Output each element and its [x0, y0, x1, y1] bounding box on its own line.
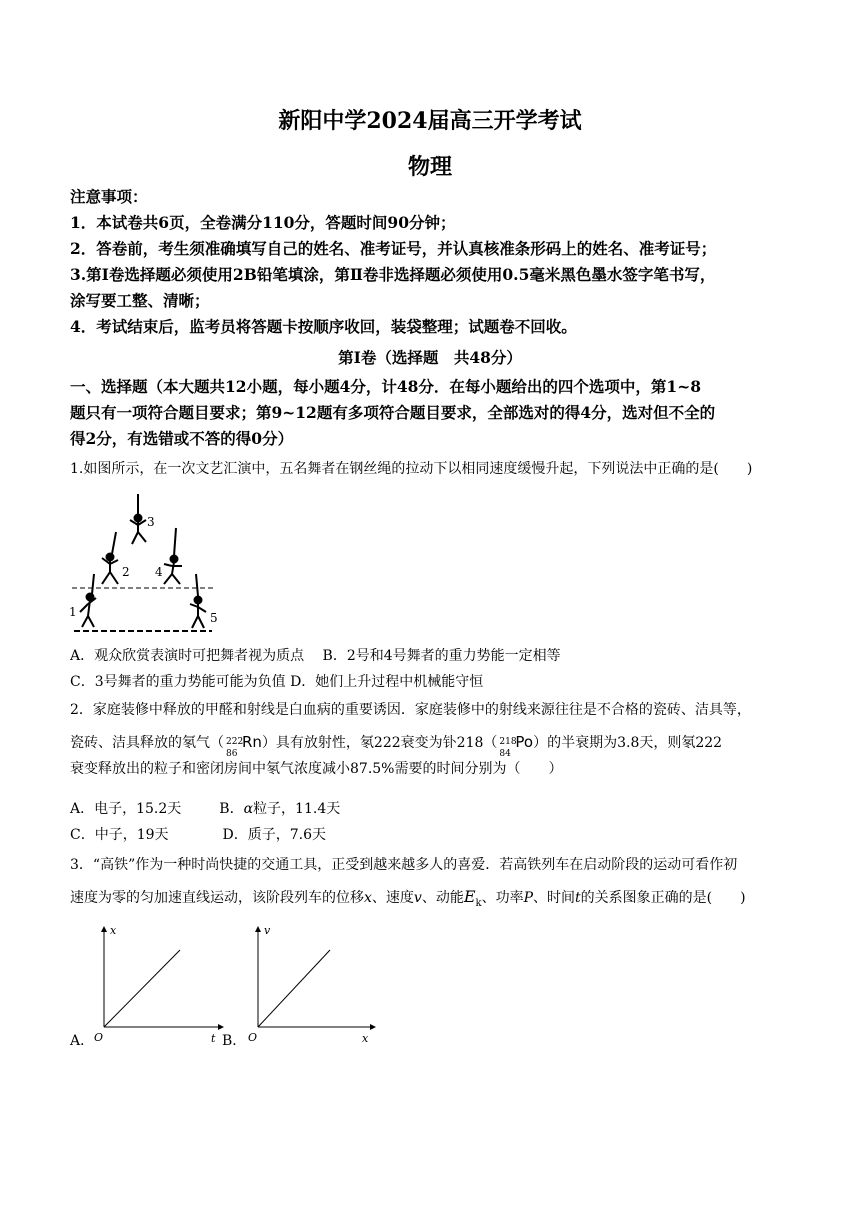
instruction-line: 得2分，有选错或不答的得0分）	[70, 429, 294, 448]
section-instruction	[70, 374, 800, 452]
notice-item: 3.第Ⅰ卷选择题必须使用2B铅笔填涂，第Ⅱ卷非选择题必须使用0.5毫米黑色墨水签字笔书写，	[70, 265, 716, 284]
graph-b-y-label: v	[264, 924, 271, 937]
dancer-label-2: 2	[122, 565, 130, 579]
notice-item: 涂写要工整、清晰；	[70, 291, 210, 310]
radon-nuclide: 222 86	[226, 737, 244, 759]
dancer-3	[130, 494, 146, 544]
q2-options-cd	[70, 824, 326, 844]
q2-line-1: 2．家庭装修中释放的甲醛和射线是白血病的重要诱因．家庭装修中的射线来源往往是不合格的瓷砖、洁具等，	[70, 702, 751, 718]
dancer-2	[102, 532, 118, 584]
page-title: 新阳中学2024届高三开学考试	[278, 108, 582, 134]
graph-a	[88, 922, 228, 1046]
question-1-stem: 1.如图所示，在一次文艺汇演中，五名舞者在钢丝绳的拉动下以相同速度缓慢升起，下列说法中正确的是( )	[70, 461, 753, 477]
dancer-label-5: 5	[210, 611, 218, 625]
notice-heading: 注意事项：	[70, 187, 148, 206]
q1-option-cd: C．3号舞者的重力势能可能为负值 D．她们上升过程中机械能守恒	[70, 674, 484, 690]
radon-symbol: Rn	[242, 733, 262, 751]
notice-item: 1．本试卷共6页，全卷满分110分，答题时间90分钟；	[70, 213, 456, 232]
dancers-figure	[66, 494, 226, 640]
dancer-5	[190, 574, 206, 628]
dancer-label-3: 3	[147, 515, 155, 529]
dancer-1	[80, 574, 96, 627]
graph-a-origin: O	[94, 1031, 104, 1044]
graph-a-x-label: t	[211, 1032, 216, 1045]
graph-b-x-label: x	[362, 1032, 369, 1045]
q3-line-1: 3．“高铁”作为一种时尚快捷的交通工具，正受到越来越多人的喜爱．若高铁列车在启动阶段的运动可看作初	[70, 857, 738, 873]
notice-item: 4．考试结束后，监考员将答题卡按顺序收回，装袋整理；试题卷不回收。	[70, 317, 577, 336]
q3-line-2: 速度为零的匀加速直线运动，该阶段列车的位移x、速度v、动能$E_k$、功率P、时间t的关系图象正确的是( )	[70, 887, 746, 909]
q2-line-3: 衰变释放出的粒子和密闭房间中氡气浓度减小87.5%需要的时间分别为（ ）	[70, 761, 563, 777]
subject-title: 物理	[407, 154, 452, 180]
dancer-label-4: 4	[155, 565, 163, 579]
question-2	[70, 697, 800, 782]
graph-b-origin: O	[248, 1031, 258, 1044]
notice-item: 2．答卷前，考生须准确填写自己的姓名、准考证号，并认真核准条形码上的姓名、准考证号；	[70, 239, 717, 258]
instruction-line: 一、选择题（本大题共12小题，每小题4分，计48分．在每小题给出的四个选项中，第1~8	[70, 377, 701, 396]
q2-options-ab	[70, 798, 340, 818]
q2-line-2: 瓷砖、洁具释放的氡气（ 222 86 Rn）具有放射性，氡222衰变为钋218（ 218 84 Po）的半衰期为3.8天，则氡222	[70, 733, 723, 759]
q2-option-c: C．中子，19天	[70, 827, 169, 843]
question-3	[70, 852, 800, 917]
dancer-label-1: 1	[69, 605, 77, 619]
graph-b	[242, 922, 382, 1046]
section-title: 第Ⅰ卷（选择题 共48分）	[338, 348, 522, 367]
q2-option-a: A．电子，15.2天	[70, 801, 182, 817]
notice-block	[70, 184, 800, 340]
graph-a-y-label: x	[110, 924, 117, 937]
q1-option-ab: A．观众欣赏表演时可把舞者视为质点 B．2号和4号舞者的重力势能一定相等	[70, 648, 561, 664]
graph-b-option-label: B．	[222, 1033, 247, 1049]
q2-option-b: B．α粒子，11.4天	[219, 801, 341, 817]
instruction-line: 题只有一项符合题目要求；第9~12题有多项符合题目要求，全部选对的得4分，选对但不全的	[70, 403, 716, 422]
polonium-nuclide: 218 84	[499, 737, 517, 759]
q2-option-d: D．质子，7.6天	[222, 827, 327, 843]
dancer-4	[164, 528, 182, 584]
polonium-symbol: Po	[515, 733, 534, 751]
graph-a-option-label: A．	[70, 1033, 95, 1049]
